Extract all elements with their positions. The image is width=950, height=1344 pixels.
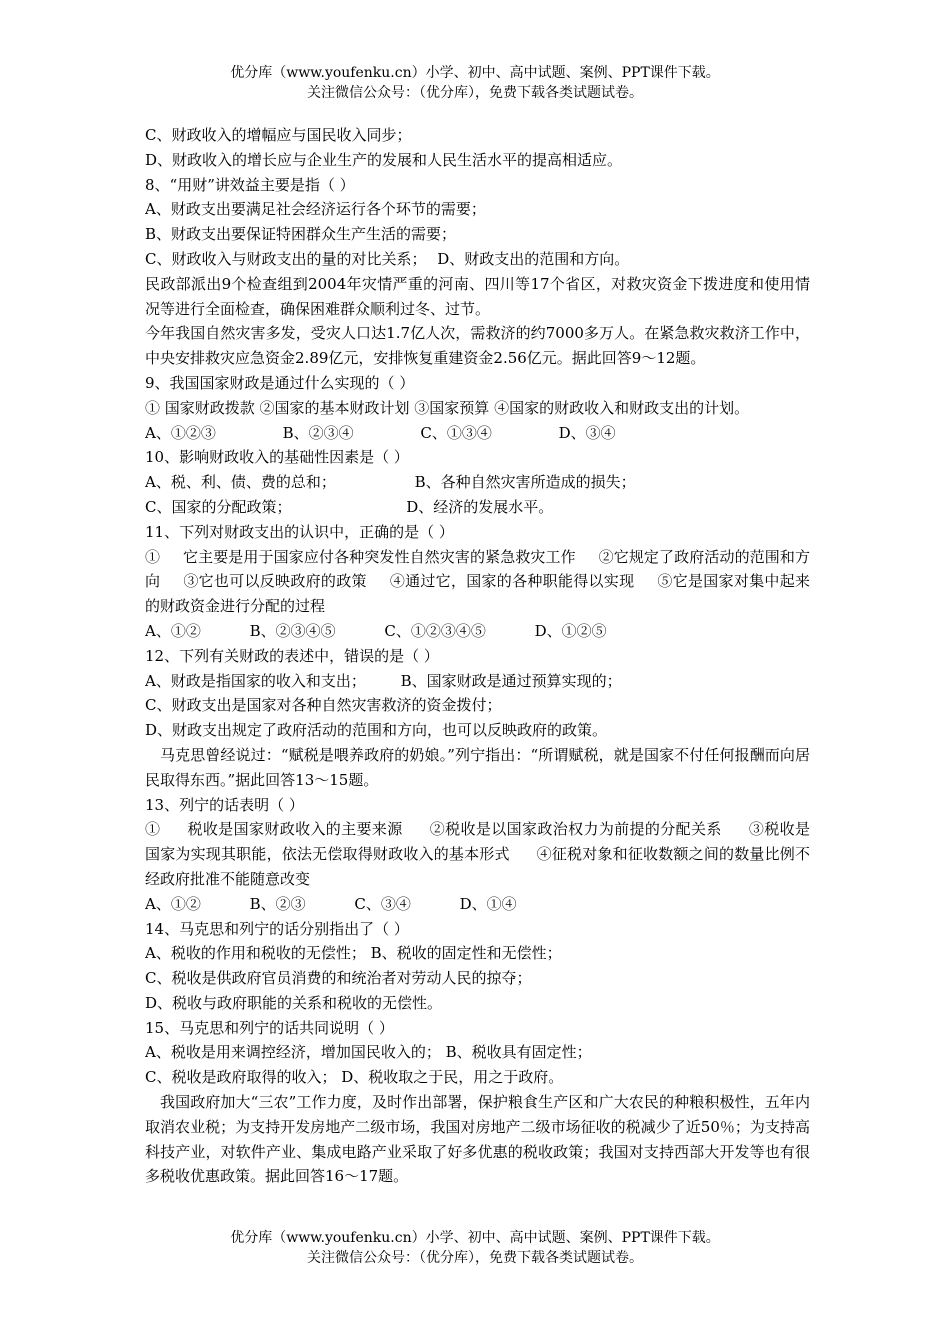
page-header: [0, 63, 950, 103]
question-15: 15、马克思和列宁的话共同说明（ ）: [145, 1018, 394, 1037]
option-line: A、税、利、债、费的总和； B、各种自然灾害所造成的损失；: [145, 473, 636, 492]
answer-choices: A、①② B、②③④⑤ C、①②③④⑤ D、①②⑤: [145, 621, 607, 640]
footer-line-2: 关注微信公众号：（优分库），免费下载各类试题试卷。: [307, 1250, 643, 1266]
statement-line: ① 国家财政拨款 ②国家的基本财政计划 ③国家预算 ④国家的财政收入和财政支出的计划。: [145, 398, 750, 417]
statement-line: ① 税收是国家财政收入的主要来源 ②税收是以国家政治权力为前提的分配关系 ③税收是国家为实现其职能，依法无偿取得财政收入的基本形式 ④征税对象和征收数额之间的数量比例不经政府批准不能随意改变: [145, 820, 810, 888]
question-13: 13、列宁的话表明（ ）: [145, 795, 304, 814]
header-line-2: 关注微信公众号：（优分库），免费下载各类试题试卷。: [307, 85, 643, 101]
option-line: A、财政是指国家的收入和支出； B、国家财政是通过预算实现的；: [145, 671, 622, 690]
question-11: 11、下列对财政支出的认识中，正确的是（ ）: [145, 522, 454, 541]
question-12: 12、下列有关财政的表述中，错误的是（ ）: [145, 646, 439, 665]
question-14: 14、马克思和列宁的话分别指出了（ ）: [145, 919, 409, 938]
page-footer: [0, 1228, 950, 1268]
material-paragraph: 民政部派出9个检查组到2004年灾情严重的河南、四川等17个省区，对救灾资金下拨进度和使用情况等进行全面检查，确保困难群众顺利过冬、过节。: [145, 274, 810, 318]
header-line-1: 优分库（www.youfenku.cn）小学、初中、高中试题、案例、PPT课件下载。: [230, 65, 720, 81]
question-10: 10、影响财政收入的基础性因素是（ ）: [145, 448, 409, 467]
answer-choices: A、①②③ B、②③④ C、①③④ D、③④: [145, 423, 616, 442]
material-paragraph: 马克思曾经说过：“赋税是喂养政府的奶娘。”列宁指出：“所谓赋税，就是国家不付任何报酬而向居民取得东西。”据此回答13～15题。: [145, 745, 810, 789]
answer-choices: A、①② B、②③ C、③④ D、①④: [145, 894, 517, 913]
question-9: 9、我国国家财政是通过什么实现的（ ）: [145, 373, 415, 392]
option-line: C、税收是供政府官员消费的和统治者对劳动人民的掠夺；: [145, 969, 532, 988]
document-body: [145, 123, 810, 1189]
statement-line: ① 它主要是用于国家应付各种突发性自然灾害的紧急救灾工作 ②它规定了政府活动的范围和方向 ③它也可以反映政府的政策 ④通过它，国家的各种职能得以实现 ⑤它是国家对集中起来的财政资金进行分配的过程: [145, 547, 810, 616]
question-8: 8、“用财”讲效益主要是指（ ）: [145, 175, 355, 194]
option-line: A、税收是用来调控经济，增加国民收入的； B、税收具有固定性；: [145, 1043, 592, 1062]
option-line: D、税收与政府职能的关系和税收的无偿性。: [145, 993, 443, 1012]
material-paragraph: 今年我国自然灾害多发，受灾人口达1.7亿人次，需救济的约7000多万人。在紧急救灾救济工作中，中央安排救灾应急资金2.89亿元，安排恢复重建资金2.56亿元。据此回答9～12题。: [145, 324, 810, 368]
option-line: C、税收是政府取得的收入； D、税收取之于民，用之于政府。: [145, 1068, 564, 1087]
option-line: C、国家的分配政策； D、经济的发展水平。: [145, 497, 554, 516]
option-line: C、财政收入的增幅应与国民收入同步；: [145, 126, 412, 144]
option-line: C、财政支出是国家对各种自然灾害救济的资金拨付；: [145, 696, 502, 715]
option-line: D、财政支出规定了政府活动的范围和方向，也可以反映政府的政策。: [145, 721, 608, 740]
option-line: B、财政支出要保证特困群众生产生活的需要；: [145, 225, 457, 244]
option-line: A、税收的作用和税收的无偿性； B、税收的固定性和无偿性；: [145, 944, 562, 963]
material-paragraph: 我国政府加大“三农”工作力度，及时作出部署，保护粮食生产区和广大农民的种粮积极性，五年内取消农业税；为支持开发房地产二级市场，我国对房地产二级市场征收的税减少了近50％；为支持高科技产业，对软件产业、集成电路产业采取了好多优惠的税收政策；我国对支持西部大开发等也有很多税收优惠政策。据此回答16～17题。: [145, 1093, 810, 1186]
option-line: D、财政收入的增长应与企业生产的发展和人民生活水平的提高相适应。: [145, 150, 623, 169]
footer-line-1: 优分库（www.youfenku.cn）小学、初中、高中试题、案例、PPT课件下载。: [230, 1230, 720, 1246]
option-line: A、财政支出要满足社会经济运行各个环节的需要；: [145, 200, 486, 219]
option-line: C、财政收入与财政支出的量的对比关系； D、财政支出的范围和方向。: [145, 249, 630, 268]
